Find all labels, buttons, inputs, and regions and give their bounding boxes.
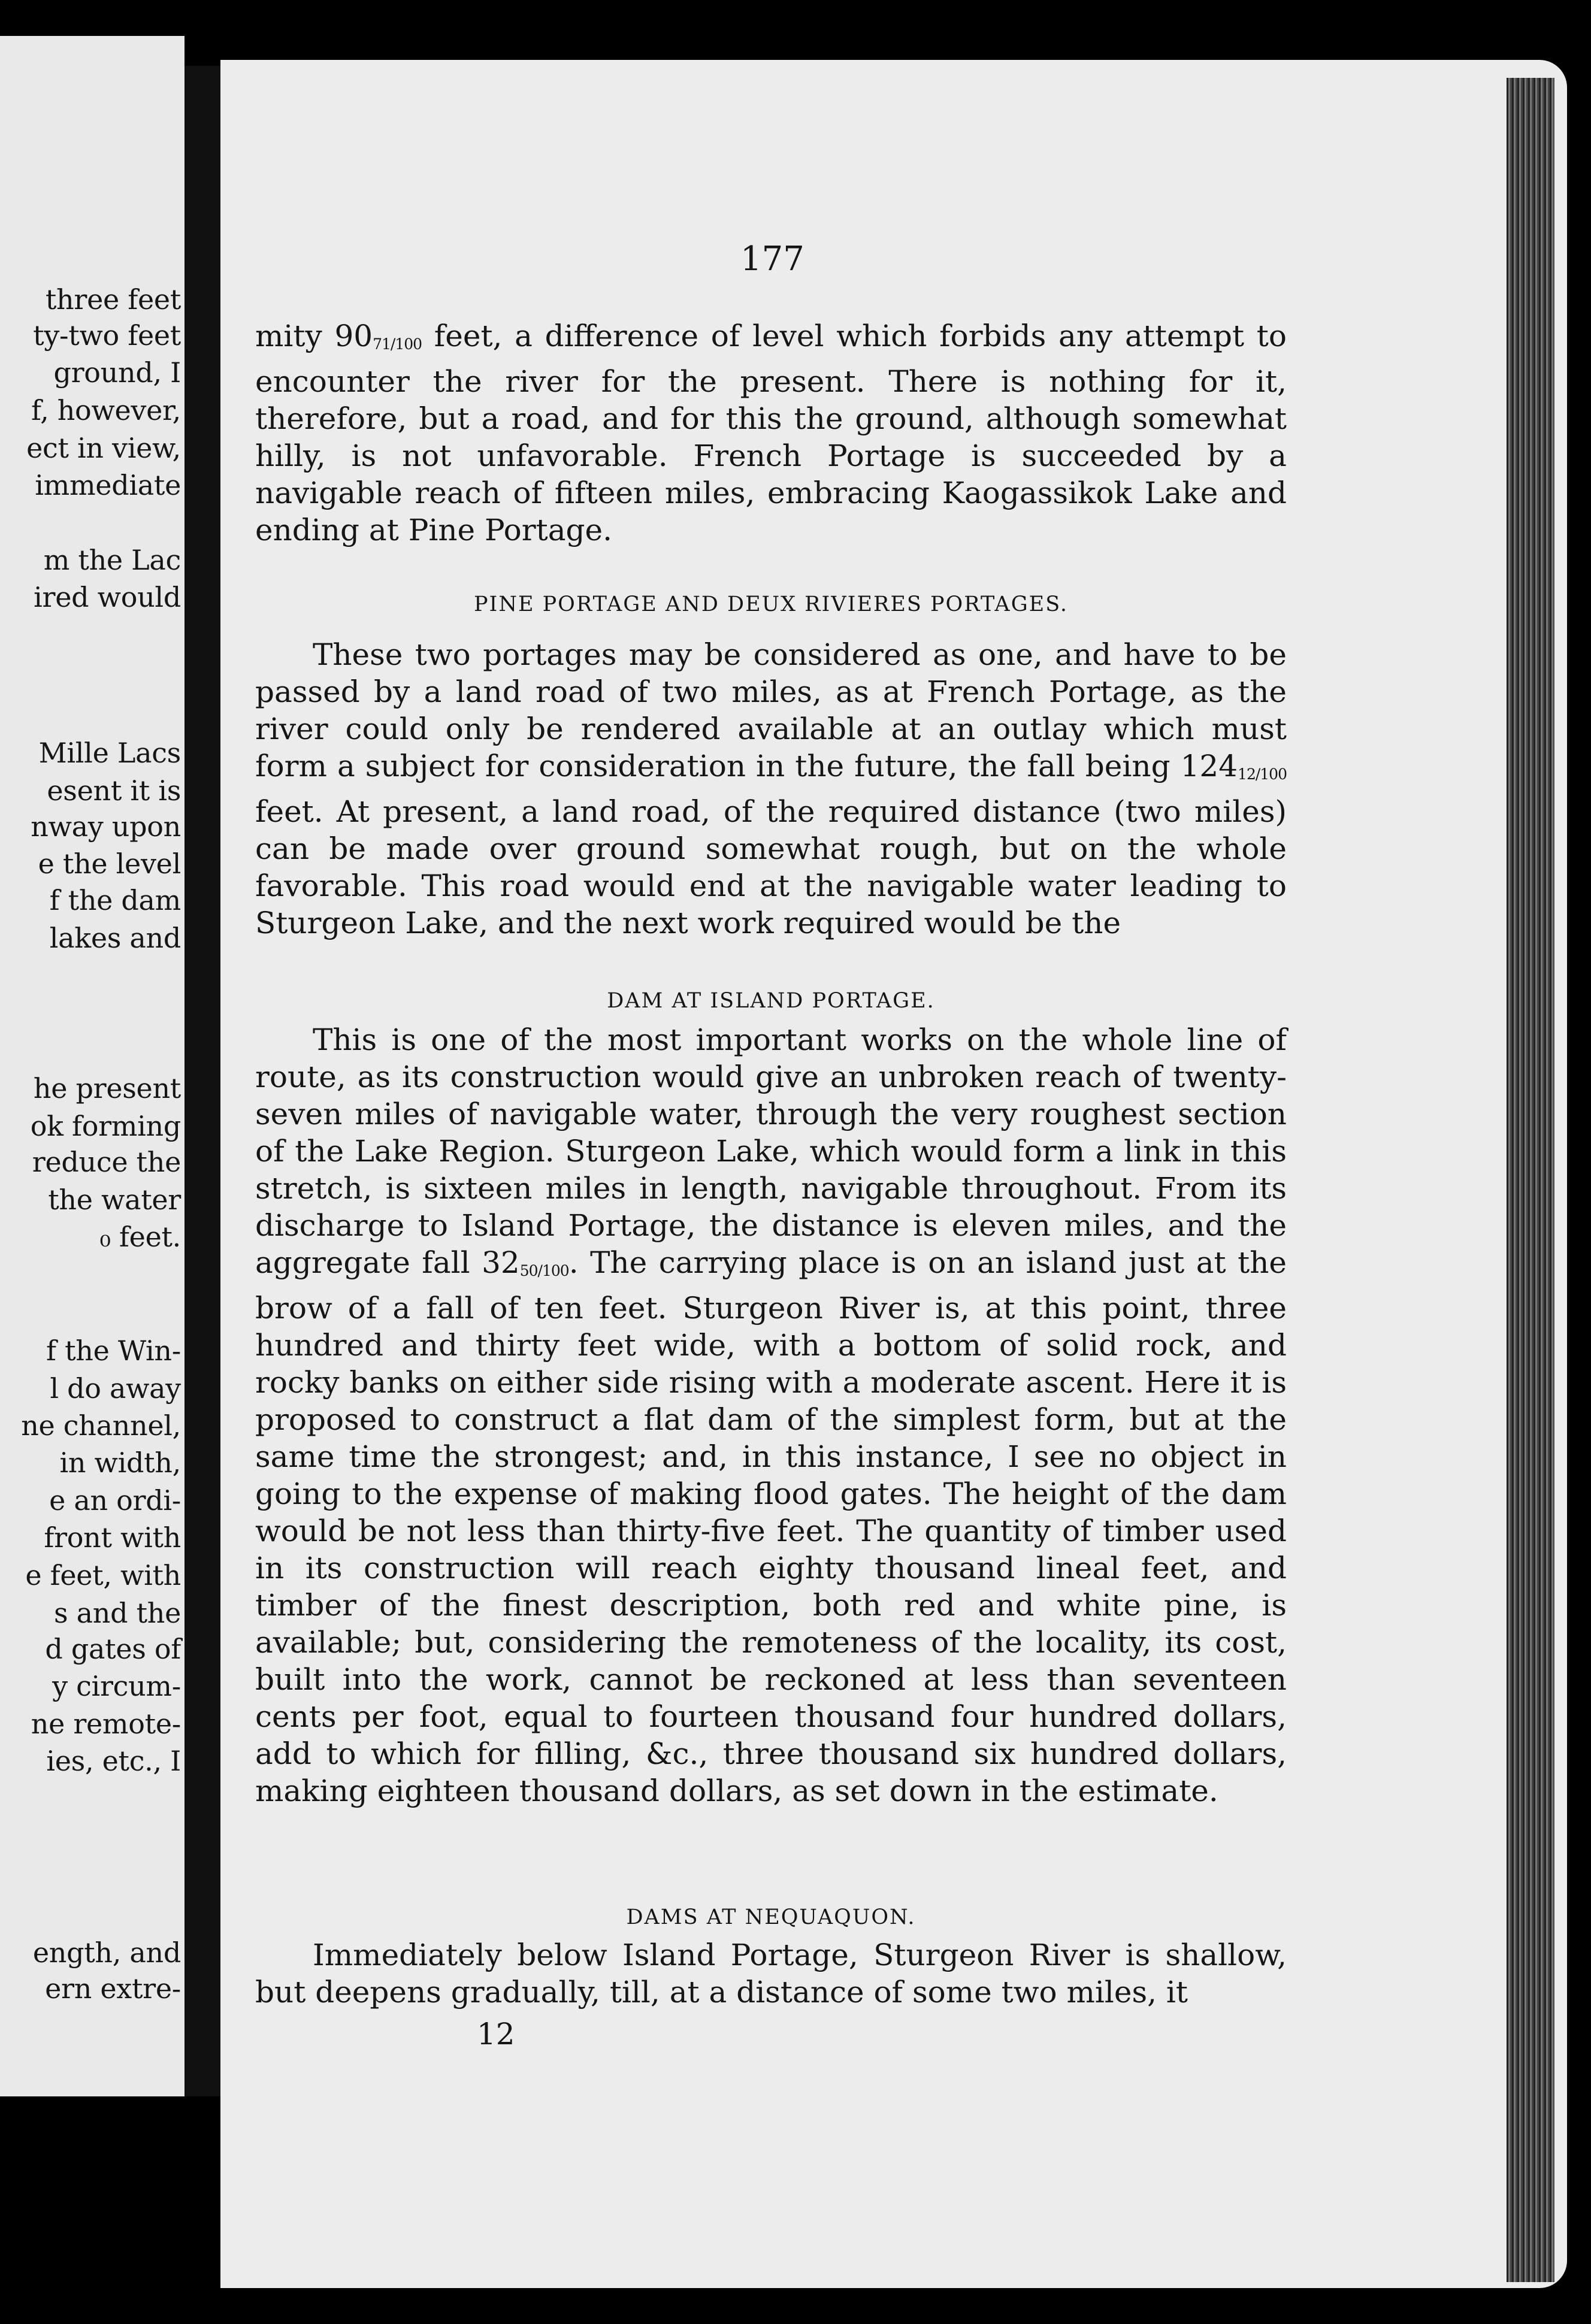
left-page-line: d gates of xyxy=(45,1633,181,1665)
left-page-line: e the level xyxy=(38,848,181,880)
right-page xyxy=(220,60,1567,2288)
left-page-line: three feet xyxy=(45,283,181,316)
left-page-line: f the dam xyxy=(49,884,181,916)
left-page-line: the water xyxy=(48,1184,181,1216)
paragraph-2: These two portages may be considered as one, and have to be passed by a land road of two miles, as at French Portage, as the river could only be rendered available at an outlay which must form a subject for consideration in the future, the fall being 12412/100 feet. At present, a land road, of the required distance (two miles) can be made over ground somewhat rough, but on the whole favorable. This road would end at the navigable water leading to Sturgeon Lake, and the next work required would be the xyxy=(255,637,1287,940)
left-page-line: reduce the xyxy=(32,1146,181,1178)
left-page-line: ength, and xyxy=(32,1936,181,1969)
left-page-line: ok forming xyxy=(30,1110,181,1142)
left-page-line: ty-two feet xyxy=(33,319,181,352)
fraction: 50/100 xyxy=(519,1262,569,1279)
left-page-line: ground, I xyxy=(53,356,181,389)
fraction: 71/100 xyxy=(373,335,422,353)
left-page-line: s and the xyxy=(54,1597,181,1629)
left-page-line: esent it is xyxy=(47,774,181,807)
section-heading-nequaquon: DAMS AT NEQUAQUON. xyxy=(626,1905,916,1929)
fraction: 12/100 xyxy=(1238,765,1287,783)
left-page-line: in width, xyxy=(59,1447,181,1479)
left-page-line: y circum- xyxy=(52,1670,181,1702)
body-text xyxy=(255,317,1287,549)
left-page-line: ern extre- xyxy=(45,1972,181,2005)
paragraph-3: This is one of the most important works on the whole line of route, as its construction would give an unbroken reach of twenty-seven miles of navigable water, through the very roughest section of the Lake Region. Sturgeon Lake, which would form a link in this stretch, is sixteen miles in length, navigable throughout. From its discharge to Island Portage, the distance is eleven miles, and the aggregate fall 3250/100. The carrying place is on an island just at the brow of a fall of ten feet. Sturgeon River is, at this point, three hundred and thirty feet wide, with a bottom of solid rock, and rocky banks on either side rising with a moderate ascent. Here it is proposed to construct a flat dam of the simplest form, but at the same time the strongest; and, in this instance, I see no object in going to the expense of making flood gates. The height of the dam would be not less than thirty-five feet. The quantity of timber used in its construction will reach eighty thousand lineal feet, and timber of the finest description, both red and white pine, is available; but, considering the remoteness of the locality, its cost, built into the work, cannot be reckoned at less than seventeen cents per foot, equal to fourteen thousand four hundred dollars, add to which for filling, &c., three thousand six hundred dollars, making eighteen thousand dollars, as set down in the estimate. xyxy=(255,1022,1287,1808)
signature-mark: 12 xyxy=(477,2017,515,2051)
left-page-line: ₀ feet. xyxy=(99,1221,181,1253)
left-page-line: f, however, xyxy=(31,394,181,426)
left-page-line: Mille Lacs xyxy=(38,737,181,769)
left-page-line: e feet, with xyxy=(25,1559,181,1591)
left-page-line: ne channel, xyxy=(21,1409,181,1442)
left-page-line: ect in view, xyxy=(26,432,181,464)
section-heading-island-portage: DAM AT ISLAND PORTAGE. xyxy=(607,989,935,1013)
left-page-line: lakes and xyxy=(49,922,181,954)
left-page-line: ired would xyxy=(34,581,181,613)
left-facing-page xyxy=(0,36,184,2096)
page-edge-stack xyxy=(1507,78,1554,2282)
left-page-line: he present xyxy=(33,1072,181,1104)
left-page-line: m the Lac xyxy=(43,544,181,576)
page-number: 177 xyxy=(740,240,804,279)
left-page-line: immediate xyxy=(35,469,181,501)
paragraph-1: mity 9071/100 feet, a difference of level which forbids any attempt to encounter the river for the present. There is nothing for it, therefore, but a road, and for this the ground, although somewhat hilly, is not unfavorable. French Portage is succeeded by a navigable reach of fifteen miles, embracing Kaogassikok Lake and ending at Pine Portage. xyxy=(255,319,1287,547)
left-page-line: nway upon xyxy=(31,810,181,843)
section-heading-pine-portage: PINE PORTAGE AND DEUX RIVIERES PORTAGES. xyxy=(473,592,1069,616)
left-page-line: f the Win- xyxy=(46,1335,181,1367)
left-page-line: front with xyxy=(44,1521,181,1554)
left-page-line: ies, etc., I xyxy=(46,1745,181,1777)
left-page-line: ne remote- xyxy=(31,1708,181,1740)
paragraph-4: Immediately below Island Portage, Sturgeon River is shallow, but deepens gradually, till, at a distance of some two miles, it xyxy=(255,1938,1287,2010)
left-page-line: e an ordi- xyxy=(49,1484,181,1517)
left-page-line: l do away xyxy=(50,1372,181,1405)
